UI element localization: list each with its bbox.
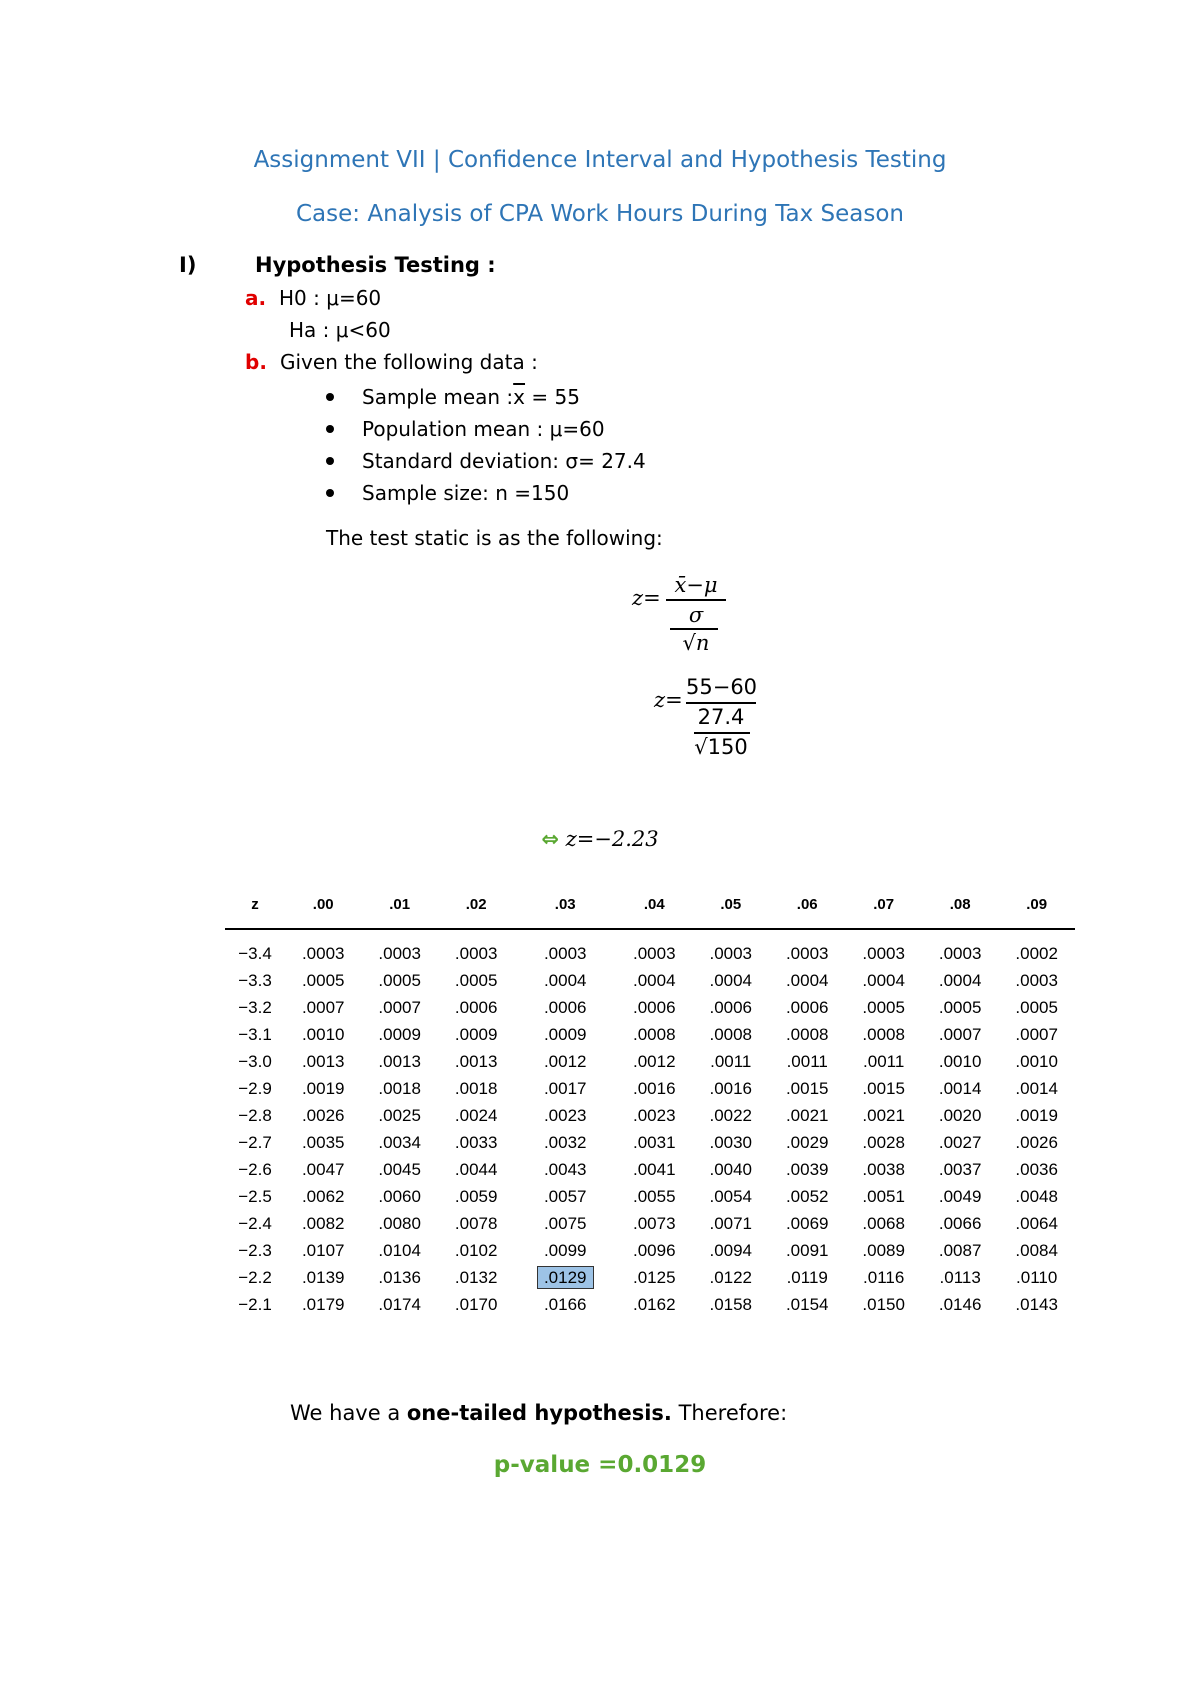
probability-cell: .0136 <box>378 1267 421 1287</box>
z-value-cell: −3.0 <box>238 1051 272 1071</box>
table-row <box>225 1183 1075 1210</box>
formula-lhs: z= <box>654 688 683 712</box>
z-table-header: .06 <box>769 885 845 929</box>
probability-cell: .0059 <box>454 1186 498 1206</box>
z-formula <box>630 573 750 656</box>
probability-cell: .0166 <box>543 1294 587 1314</box>
probability-cell: .0007 <box>1015 1024 1058 1044</box>
probability-cell: .0015 <box>862 1078 905 1098</box>
probability-cell: .0013 <box>301 1051 345 1071</box>
probability-cell: .0015 <box>785 1078 829 1098</box>
probability-cell: .0023 <box>543 1105 587 1125</box>
table-row <box>225 1102 1075 1129</box>
fraction-bar <box>686 702 756 704</box>
formula-denominator: σ <box>688 603 704 627</box>
probability-cell: .0032 <box>543 1132 587 1152</box>
z-value-cell: −2.3 <box>238 1240 272 1260</box>
probability-cell: .0119 <box>786 1267 828 1287</box>
probability-cell: .0026 <box>301 1105 345 1125</box>
probability-cell: .0116 <box>863 1267 905 1287</box>
table-row <box>225 1210 1075 1237</box>
probability-cell: .0041 <box>633 1159 676 1179</box>
probability-cell: .0016 <box>709 1078 753 1098</box>
probability-cell: .0104 <box>378 1240 421 1260</box>
probability-cell: .0006 <box>454 997 498 1017</box>
probability-cell: .0052 <box>785 1186 829 1206</box>
probability-cell: .0031 <box>633 1132 676 1152</box>
probability-cell: .0003 <box>633 943 676 963</box>
table-row <box>225 929 1075 967</box>
z-table-header: .01 <box>361 885 437 929</box>
probability-cell: .0003 <box>301 943 345 963</box>
conclusion-text: We have a one-tailed hypothesis. Therefore: <box>290 1401 788 1425</box>
probability-cell: .0008 <box>862 1024 905 1044</box>
probability-cell: .0048 <box>1015 1186 1058 1206</box>
probability-cell: .0025 <box>378 1105 421 1125</box>
z-value-cell: −2.2 <box>238 1267 272 1287</box>
probability-cell: .0036 <box>1015 1159 1058 1179</box>
part-b-letter: b. <box>245 350 267 374</box>
probability-cell: .0154 <box>785 1294 829 1314</box>
probability-cell: .0010 <box>1015 1051 1058 1071</box>
probability-cell: .0007 <box>938 1024 982 1044</box>
probability-cell: .0019 <box>1015 1105 1058 1125</box>
probability-cell: .0066 <box>938 1213 982 1233</box>
probability-cell: .0004 <box>709 970 753 990</box>
x-bar-symbol: $\overline{x}$ <box>513 385 526 409</box>
probability-cell: .0035 <box>301 1132 345 1152</box>
list-item: Standard deviation: σ= 27.4 <box>326 445 646 477</box>
bullet-icon <box>326 425 334 433</box>
hypothesis-h0 <box>245 286 381 310</box>
probability-cell: .0009 <box>378 1024 421 1044</box>
table-row <box>225 1048 1075 1075</box>
z-table-header: .00 <box>285 885 361 929</box>
probability-cell: .0005 <box>938 997 982 1017</box>
probability-cell: .0003 <box>378 943 421 963</box>
fraction-bar <box>694 732 750 734</box>
probability-cell: .0003 <box>543 943 587 963</box>
probability-cell: .0004 <box>785 970 829 990</box>
probability-cell: .0075 <box>543 1213 587 1233</box>
probability-cell: .0122 <box>709 1267 753 1287</box>
table-row <box>225 1156 1075 1183</box>
probability-cell: .0132 <box>454 1267 498 1287</box>
probability-cell: .0008 <box>785 1024 829 1044</box>
probability-cell: .0040 <box>709 1159 753 1179</box>
probability-cell: .0003 <box>938 943 982 963</box>
probability-cell: .0024 <box>454 1105 498 1125</box>
table-row <box>225 1129 1075 1156</box>
probability-cell: .0008 <box>633 1024 676 1044</box>
hypothesis-ha: Ha : μ<60 <box>289 318 391 342</box>
z-result-value: z=−2.23 <box>558 827 659 851</box>
z-value-cell: −2.9 <box>238 1078 272 1098</box>
probability-cell: .0034 <box>378 1132 421 1152</box>
probability-cell: .0006 <box>543 997 587 1017</box>
probability-cell: .0099 <box>543 1240 587 1260</box>
probability-cell: .0096 <box>633 1240 676 1260</box>
probability-cell: .0014 <box>938 1078 982 1098</box>
probability-cell: .0004 <box>862 970 905 990</box>
z-value-cell: −2.6 <box>238 1159 272 1179</box>
probability-cell: .0069 <box>785 1213 829 1233</box>
z-value-cell: −2.1 <box>238 1294 272 1314</box>
probability-cell: .0014 <box>1015 1078 1058 1098</box>
probability-cell: .0012 <box>633 1051 676 1071</box>
probability-cell: .0143 <box>1015 1294 1058 1314</box>
probability-cell: .0044 <box>454 1159 498 1179</box>
p-value: p-value =0.0129 <box>493 1452 707 1478</box>
probability-cell: .0064 <box>1015 1213 1058 1233</box>
probability-cell: .0007 <box>378 997 421 1017</box>
document-title: Assignment VII | Confidence Interval and Hypothesis Testing <box>253 147 947 173</box>
probability-cell: .0004 <box>938 970 982 990</box>
probability-cell: .0087 <box>938 1240 982 1260</box>
table-row <box>225 1075 1075 1102</box>
probability-cell: .0080 <box>378 1213 421 1233</box>
highlighted-probability-cell: .0129 <box>514 1264 616 1291</box>
bullet-icon <box>326 393 334 401</box>
probability-cell: .0005 <box>301 970 345 990</box>
probability-cell: .0089 <box>862 1240 905 1260</box>
probability-cell: .0020 <box>938 1105 982 1125</box>
probability-cell: .0071 <box>709 1213 753 1233</box>
fraction-bar <box>666 599 726 601</box>
test-statistic-text: The test static is as the following: <box>326 526 663 550</box>
formula-denominator: 27.4 <box>697 705 745 729</box>
list-item: Sample size: n =150 <box>326 477 646 509</box>
probability-cell: .0010 <box>301 1024 345 1044</box>
probability-cell: .0073 <box>633 1213 676 1233</box>
z-table-header: .05 <box>693 885 769 929</box>
probability-cell: .0030 <box>709 1132 753 1152</box>
probability-cell: .0021 <box>785 1105 829 1125</box>
z-table-header: .08 <box>922 885 998 929</box>
z-result <box>0 827 1200 851</box>
probability-cell: .0011 <box>786 1051 828 1071</box>
probability-cell: .0023 <box>633 1105 676 1125</box>
formula-sqrt: √150 <box>694 735 748 759</box>
z-table-header: .07 <box>845 885 921 929</box>
bullet-icon <box>326 489 334 497</box>
probability-cell: .0049 <box>938 1186 982 1206</box>
list-item: Population mean : μ=60 <box>326 413 646 445</box>
probability-cell: .0022 <box>709 1105 753 1125</box>
probability-cell: .0045 <box>378 1159 421 1179</box>
given-data-list <box>326 381 646 509</box>
probability-cell: .0084 <box>1015 1240 1058 1260</box>
z-value-cell: −2.7 <box>238 1132 272 1152</box>
table-row <box>225 994 1075 1021</box>
probability-cell: .0027 <box>938 1132 982 1152</box>
probability-cell: .0158 <box>709 1294 753 1314</box>
probability-cell: .0003 <box>709 943 753 963</box>
formula-numerator: 55−60 <box>686 675 758 699</box>
probability-cell: .0013 <box>454 1051 498 1071</box>
probability-cell: .0047 <box>301 1159 345 1179</box>
probability-cell: .0008 <box>709 1024 753 1044</box>
z-formula-values <box>652 675 772 764</box>
fraction-bar <box>670 628 718 630</box>
probability-cell: .0150 <box>862 1294 905 1314</box>
probability-cell: .0102 <box>454 1240 498 1260</box>
probability-cell: .0028 <box>862 1132 905 1152</box>
z-table-body <box>225 929 1075 1318</box>
z-value-cell: −2.4 <box>238 1213 272 1233</box>
probability-cell: .0019 <box>301 1078 345 1098</box>
conclusion-emphasis: one-tailed hypothesis. <box>406 1401 672 1425</box>
probability-cell: .0179 <box>301 1294 345 1314</box>
probability-cell: .0009 <box>454 1024 498 1044</box>
probability-cell: .0004 <box>633 970 676 990</box>
z-value-cell: −2.8 <box>238 1105 272 1125</box>
formula-numerator: x̄−μ <box>674 573 718 597</box>
probability-cell: .0043 <box>543 1159 587 1179</box>
probability-cell: .0162 <box>633 1294 676 1314</box>
probability-cell: .0012 <box>543 1051 587 1071</box>
formula-lhs: z= <box>632 586 661 610</box>
table-row <box>225 1264 1075 1291</box>
z-table-header: .04 <box>616 885 692 929</box>
probability-cell: .0009 <box>543 1024 587 1044</box>
probability-cell: .0017 <box>543 1078 587 1098</box>
probability-cell: .0003 <box>454 943 498 963</box>
probability-cell: .0006 <box>709 997 753 1017</box>
probability-cell: .0005 <box>378 970 421 990</box>
probability-cell: .0107 <box>301 1240 345 1260</box>
probability-cell: .0007 <box>301 997 345 1017</box>
section-heading <box>179 253 496 277</box>
probability-cell: .0003 <box>862 943 905 963</box>
probability-cell: .0018 <box>378 1078 421 1098</box>
probability-cell: .0110 <box>1016 1267 1058 1287</box>
probability-cell: .0005 <box>1015 997 1058 1017</box>
part-b-intro-text: Given the following data : <box>280 350 538 374</box>
probability-cell: .0010 <box>938 1051 982 1071</box>
probability-cell: .0139 <box>301 1267 345 1287</box>
part-b-intro <box>245 350 538 374</box>
probability-cell: .0174 <box>378 1294 421 1314</box>
probability-cell: .0018 <box>454 1078 498 1098</box>
probability-cell: .0094 <box>709 1240 753 1260</box>
formula-sqrt: √n <box>682 631 710 655</box>
table-row <box>225 967 1075 994</box>
probability-cell: .0038 <box>862 1159 905 1179</box>
probability-cell: .0125 <box>633 1267 676 1287</box>
z-value-cell: −2.5 <box>238 1186 272 1206</box>
probability-cell: .0005 <box>862 997 905 1017</box>
z-value-cell: −3.4 <box>238 943 272 963</box>
table-row <box>225 1237 1075 1264</box>
probability-cell: .0011 <box>863 1051 905 1071</box>
section-number: I) <box>179 253 197 277</box>
probability-cell: .0113 <box>939 1267 981 1287</box>
probability-cell: .0039 <box>785 1159 829 1179</box>
table-row <box>225 1021 1075 1048</box>
z-table-header-row <box>225 885 1075 929</box>
h0-text: H0 : μ=60 <box>279 286 382 310</box>
probability-cell: .0060 <box>378 1186 421 1206</box>
probability-cell: .0146 <box>938 1294 982 1314</box>
probability-cell: .0003 <box>1015 970 1058 990</box>
probability-cell: .0004 <box>543 970 587 990</box>
probability-cell: .0051 <box>862 1186 905 1206</box>
z-value-cell: −3.1 <box>238 1024 272 1044</box>
part-a-letter: a. <box>245 286 267 310</box>
section-title: Hypothesis Testing : <box>255 253 496 277</box>
z-table-header: .02 <box>438 885 514 929</box>
probability-cell: .0006 <box>633 997 676 1017</box>
z-table-header: .09 <box>998 885 1075 929</box>
z-table-header: z <box>225 885 285 929</box>
probability-cell: .0078 <box>454 1213 498 1233</box>
table-row <box>225 1291 1075 1318</box>
z-value-cell: −3.3 <box>238 970 272 990</box>
probability-cell: .0026 <box>1015 1132 1058 1152</box>
probability-cell: .0011 <box>710 1051 752 1071</box>
z-table-header: .03 <box>514 885 616 929</box>
probability-cell: .0005 <box>454 970 498 990</box>
probability-cell: .0002 <box>1015 943 1058 963</box>
probability-cell: .0062 <box>301 1186 345 1206</box>
equivalence-icon: ⇔ <box>541 827 559 851</box>
probability-cell: .0091 <box>785 1240 829 1260</box>
probability-cell: .0037 <box>938 1159 982 1179</box>
probability-cell: .0003 <box>785 943 829 963</box>
probability-cell: .0006 <box>785 997 829 1017</box>
probability-cell: .0033 <box>454 1132 498 1152</box>
probability-cell: .0021 <box>862 1105 905 1125</box>
probability-cell: .0057 <box>543 1186 587 1206</box>
list-item: Sample mean $:\overline{x} = 55$ <box>326 381 646 413</box>
probability-cell: .0016 <box>633 1078 676 1098</box>
probability-cell: .0082 <box>301 1213 345 1233</box>
probability-cell: .0055 <box>633 1186 676 1206</box>
document-subtitle: Case: Analysis of CPA Work Hours During Tax Season <box>295 201 904 227</box>
probability-cell: .0170 <box>454 1294 498 1314</box>
z-table <box>225 885 1075 1318</box>
bullet-icon <box>326 457 334 465</box>
probability-cell: .0029 <box>785 1132 829 1152</box>
probability-cell: .0013 <box>378 1051 421 1071</box>
z-value-cell: −3.2 <box>238 997 272 1017</box>
probability-cell: .0054 <box>709 1186 753 1206</box>
probability-cell: .0068 <box>862 1213 905 1233</box>
